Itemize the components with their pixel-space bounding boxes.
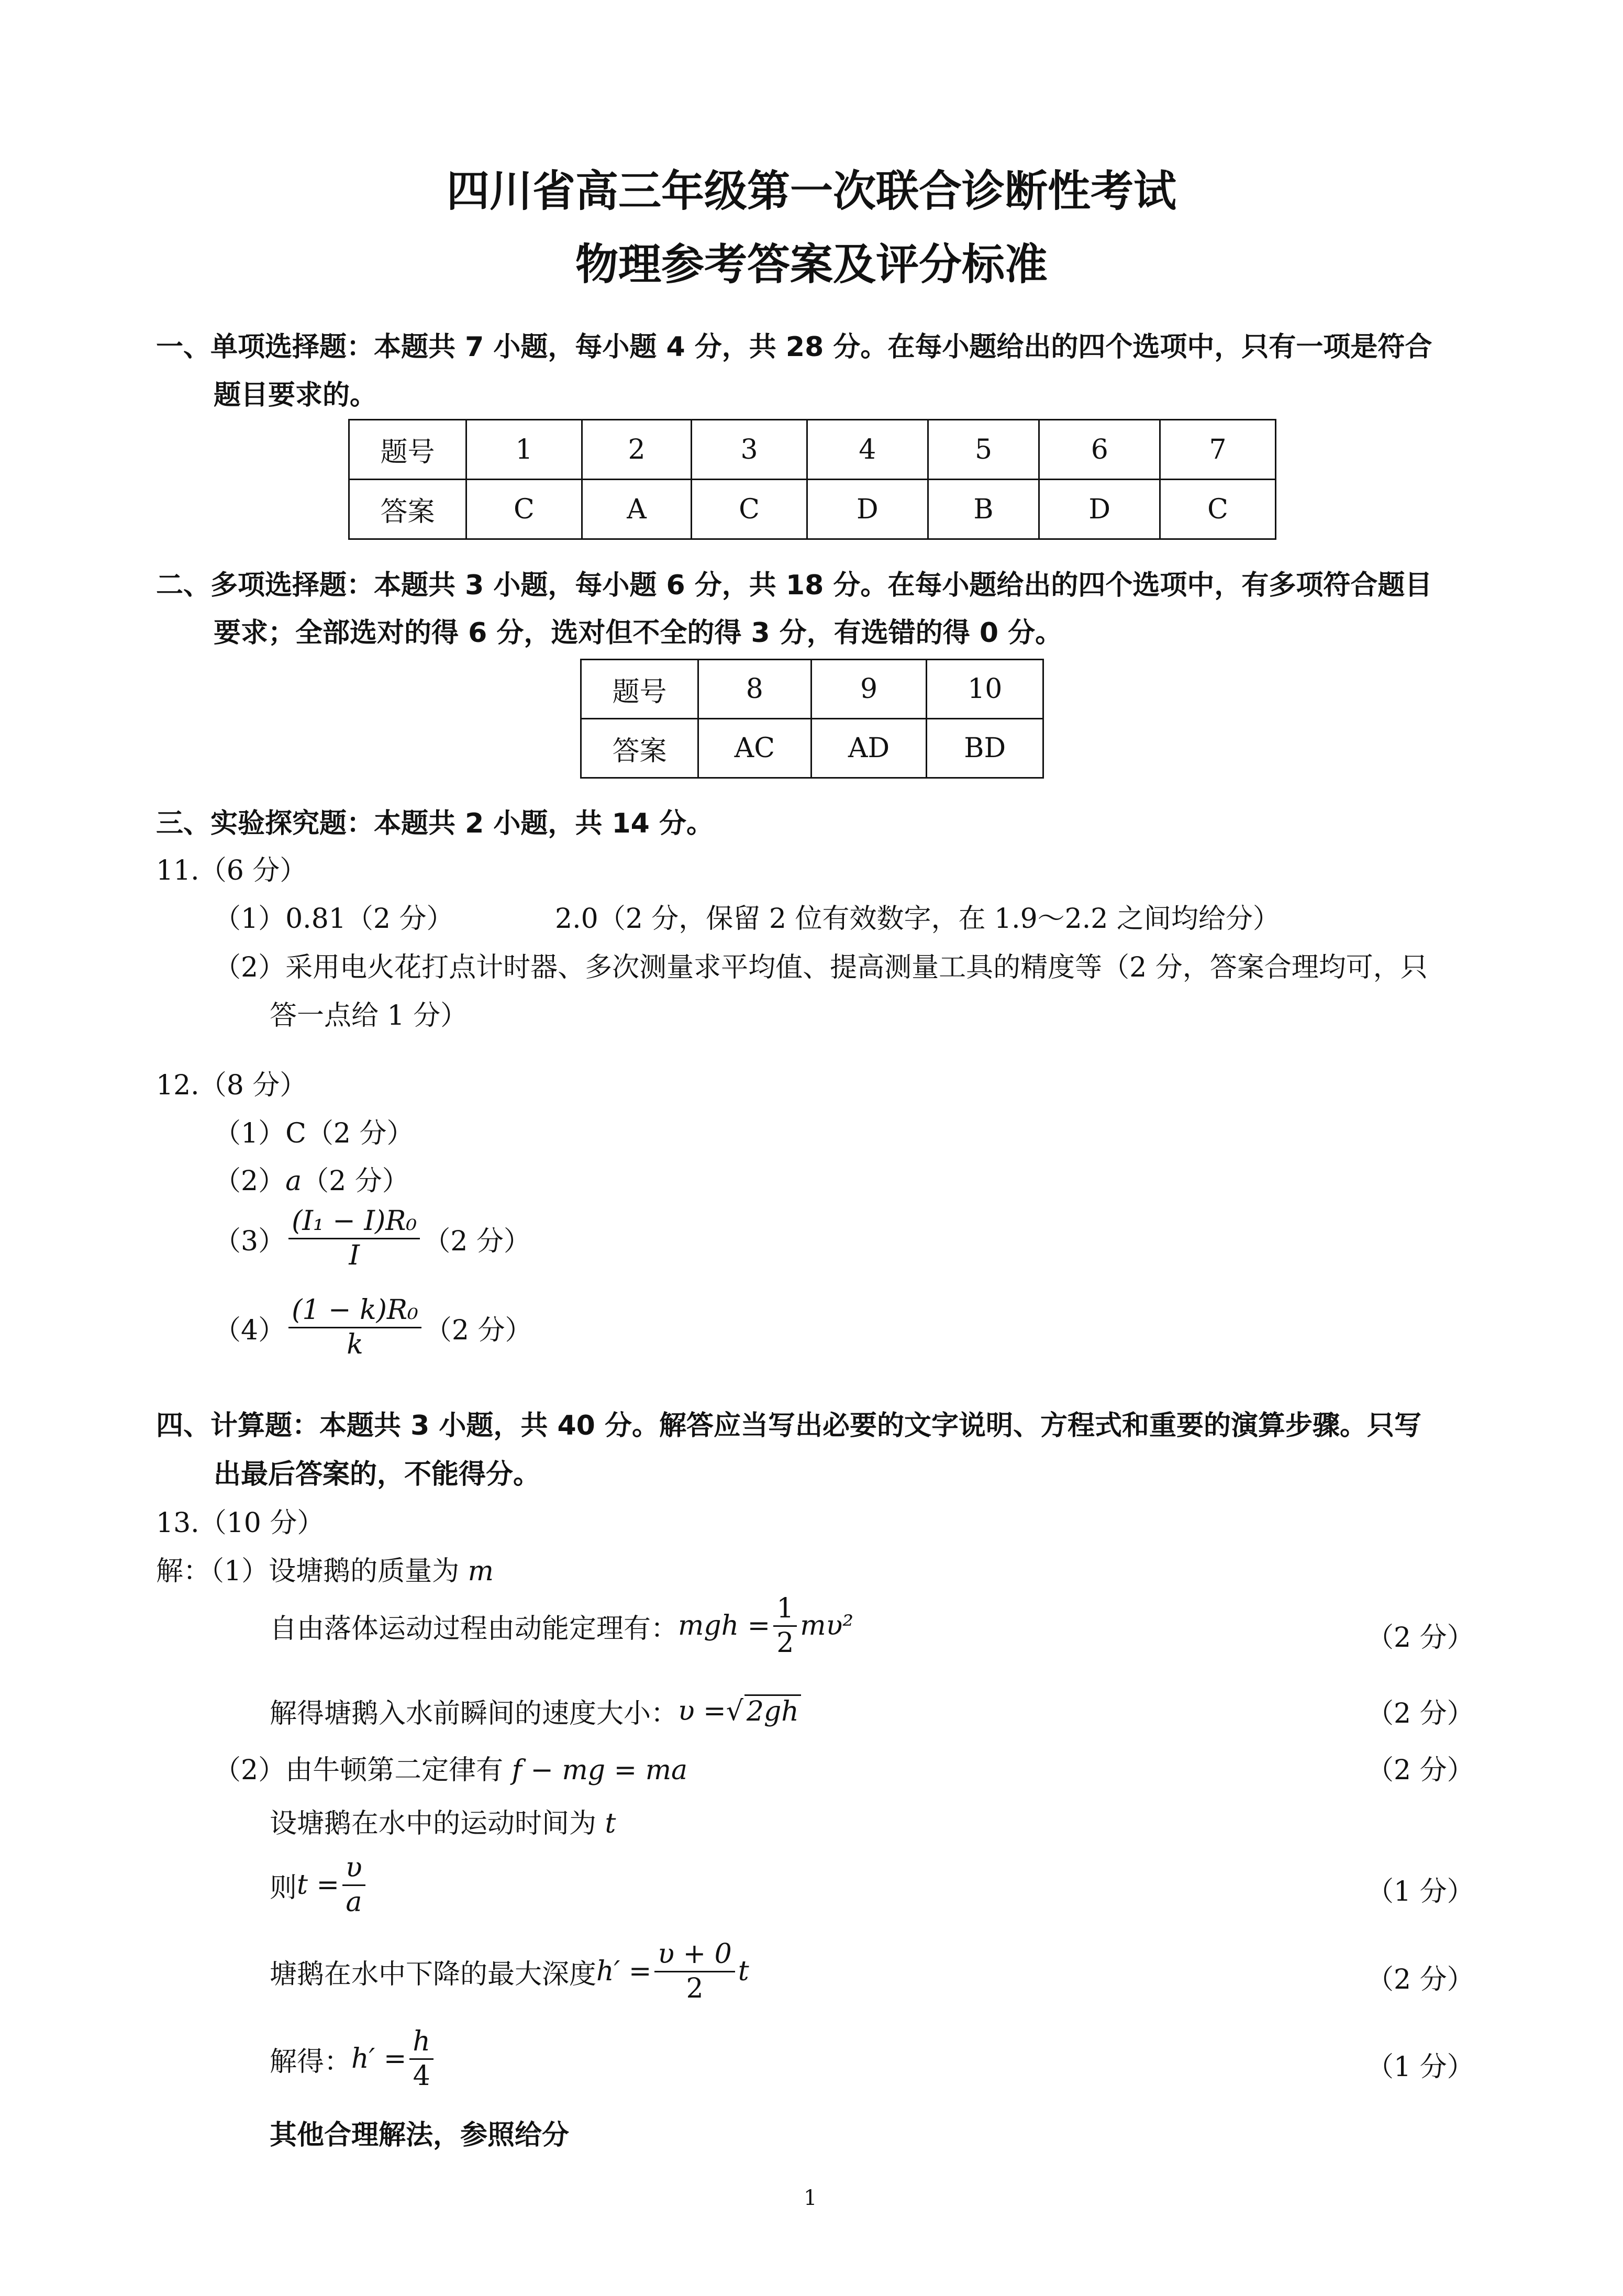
q11-part2-answer-cont: 答一点给 1 分） [270, 1000, 468, 1031]
table-cell: 1 [466, 420, 582, 480]
part-prefix: （4） [214, 1314, 286, 1346]
equation: f − mg = ma [512, 1755, 688, 1786]
equation-rhs: mυ² [800, 1610, 854, 1642]
fraction-denominator: a [346, 1886, 362, 1918]
q13-note: 其他合理解法，参照给分 [270, 2120, 570, 2151]
equation-lhs: t = [297, 1869, 340, 1901]
table-cell: 4 [807, 420, 928, 480]
q13-step3 [270, 1691, 801, 1731]
step-text: 解得： [270, 2046, 352, 2078]
table-header-cell: 题号 [581, 660, 698, 719]
table-row [349, 420, 1276, 480]
math-variable: m [468, 1556, 494, 1587]
step-text: 解：（1）设塘鹅的质量为 [156, 1556, 468, 1587]
equation-lhs: mgh = [678, 1610, 771, 1642]
equation-lhs: h′ = [596, 1956, 652, 1988]
fraction-denominator: 4 [413, 2060, 430, 2092]
fraction-denominator: k [347, 1328, 363, 1360]
table-cell: C [692, 480, 807, 539]
points: （2 分） [1366, 1964, 1474, 1995]
multi-choice-answer-table [580, 659, 1044, 779]
step-text: 则 [270, 1872, 297, 1904]
section1-heading-cont: 题目要求的。 [214, 380, 377, 411]
table-cell: 5 [928, 420, 1039, 480]
fraction [409, 2027, 433, 2090]
equation-lhs: h′ = [351, 2043, 407, 2075]
q13-step8 [270, 2027, 437, 2090]
table-cell: 2 [582, 420, 691, 480]
table-cell: 10 [927, 660, 1043, 719]
points: （2 分） [1366, 1622, 1474, 1654]
fraction-numerator: (I₁ − I)R₀ [288, 1207, 420, 1239]
fraction [773, 1594, 797, 1657]
fraction [342, 1854, 365, 1916]
table-cell: C [1160, 480, 1276, 539]
section3-heading: 三、实验探究题：本题共 2 小题，共 14 分。 [156, 808, 714, 839]
equation-rhs: t [738, 1956, 749, 1988]
table-header-cell: 题号 [349, 420, 466, 480]
fraction-numerator: υ + 0 [654, 1940, 735, 1972]
fraction-denominator: I [349, 1239, 360, 1271]
q13-label: 13.（10 分） [156, 1507, 325, 1539]
points: （2 分） [1366, 1755, 1474, 1786]
points: （2 分） [424, 1314, 532, 1346]
fraction-numerator: h [409, 2027, 433, 2060]
q12-part2-answer [214, 1159, 409, 1198]
q13-step2 [270, 1594, 853, 1657]
q13-step5 [270, 1801, 616, 1840]
fraction [288, 1207, 420, 1270]
part-prefix: （3） [214, 1225, 286, 1257]
table-cell: BD [927, 719, 1043, 778]
table-cell: D [1039, 480, 1160, 539]
equation-lhs: υ = [678, 1695, 726, 1727]
q12-label: 12.（8 分） [156, 1070, 307, 1101]
table-cell: B [928, 480, 1039, 539]
table-cell: 8 [698, 660, 812, 719]
part-prefix: （2） [214, 1166, 286, 1197]
table-cell: 6 [1039, 420, 1160, 480]
page-number: 1 [804, 2186, 817, 2210]
table-header-cell: 答案 [581, 719, 698, 778]
table-row [581, 660, 1043, 719]
q13-step6 [270, 1854, 369, 1916]
fraction [654, 1940, 735, 2003]
q12-part1-answer: （1）C（2 分） [214, 1118, 414, 1149]
q13-step4 [214, 1748, 687, 1787]
fraction-denominator: 2 [776, 1627, 794, 1659]
fraction-denominator: 2 [686, 1972, 704, 2004]
table-row [349, 480, 1276, 539]
section2-heading: 二、多项选择题：本题共 3 小题，每小题 6 分，共 18 分。在每小题给出的四个选项中，有多项符合题目 [156, 570, 1432, 601]
section4-heading-cont: 出最后答案的，不能得分。 [214, 1459, 541, 1490]
radicand: 2gh [744, 1694, 801, 1727]
page-title: 四川省高三年级第一次联合诊断性考试 [446, 167, 1176, 216]
step-text: 自由落体运动过程由动能定理有： [270, 1613, 679, 1645]
section4-heading: 四、计算题：本题共 3 小题，共 40 分。解答应当写出必要的文字说明、方程式和重要的演算步骤。只写 [156, 1410, 1421, 1441]
table-row [581, 719, 1043, 778]
math-variable: t [605, 1808, 616, 1839]
q11-part1-answer: （1）0.81（2 分） [214, 903, 454, 935]
fraction [288, 1296, 421, 1359]
table-cell: AD [811, 719, 927, 778]
fraction-numerator: 1 [773, 1594, 797, 1627]
step-text: 塘鹅在水中下降的最大深度 [270, 1958, 597, 1990]
table-cell: 7 [1160, 420, 1276, 480]
q13-step7 [270, 1940, 749, 2003]
points: （2 分） [423, 1225, 531, 1257]
table-cell: A [582, 480, 691, 539]
q13-step1 [156, 1549, 494, 1588]
step-text: 解得塘鹅入水前瞬间的速度大小： [270, 1698, 679, 1729]
q12-part3-answer [214, 1207, 531, 1270]
section2-heading-cont: 要求；全部选对的得 6 分，选对但不全的得 3 分，有选错的得 0 分。 [214, 617, 1063, 649]
table-cell: D [807, 480, 928, 539]
fraction-numerator: υ [342, 1854, 365, 1886]
points: （2 分） [302, 1166, 409, 1197]
table-cell: 9 [811, 660, 927, 719]
math-variable: a [285, 1166, 302, 1197]
q11-part1-answer2: 2.0（2 分，保留 2 位有效数字，在 1.9～2.2 之间均给分） [555, 903, 1280, 935]
q11-part2-answer: （2）采用电火花打点计时器、多次测量求平均值、提高测量工具的精度等（2 分，答案合理均可，只 [214, 952, 1428, 983]
step-text: 设塘鹅在水中的运动时间为 [270, 1808, 605, 1839]
table-cell: AC [698, 719, 812, 778]
table-cell: C [466, 480, 582, 539]
points: （2 分） [1366, 1698, 1474, 1729]
table-header-cell: 答案 [349, 480, 466, 539]
points: （1 分） [1366, 2051, 1474, 2083]
single-choice-answer-table [348, 419, 1276, 540]
sqrt-icon: √ [726, 1695, 743, 1727]
points: （1 分） [1366, 1876, 1474, 1907]
section1-heading: 一、单项选择题：本题共 7 小题，每小题 4 分，共 28 分。在每小题给出的四个选项中，只有一项是符合 [156, 331, 1432, 363]
q12-part4-answer [214, 1296, 532, 1359]
step-text: （2）由牛顿第二定律有 [214, 1755, 512, 1786]
q11-label: 11.（6 分） [156, 855, 307, 886]
fraction-numerator: (1 − k)R₀ [288, 1296, 421, 1328]
page-subtitle: 物理参考答案及评分标准 [575, 240, 1048, 290]
table-cell: 3 [692, 420, 807, 480]
